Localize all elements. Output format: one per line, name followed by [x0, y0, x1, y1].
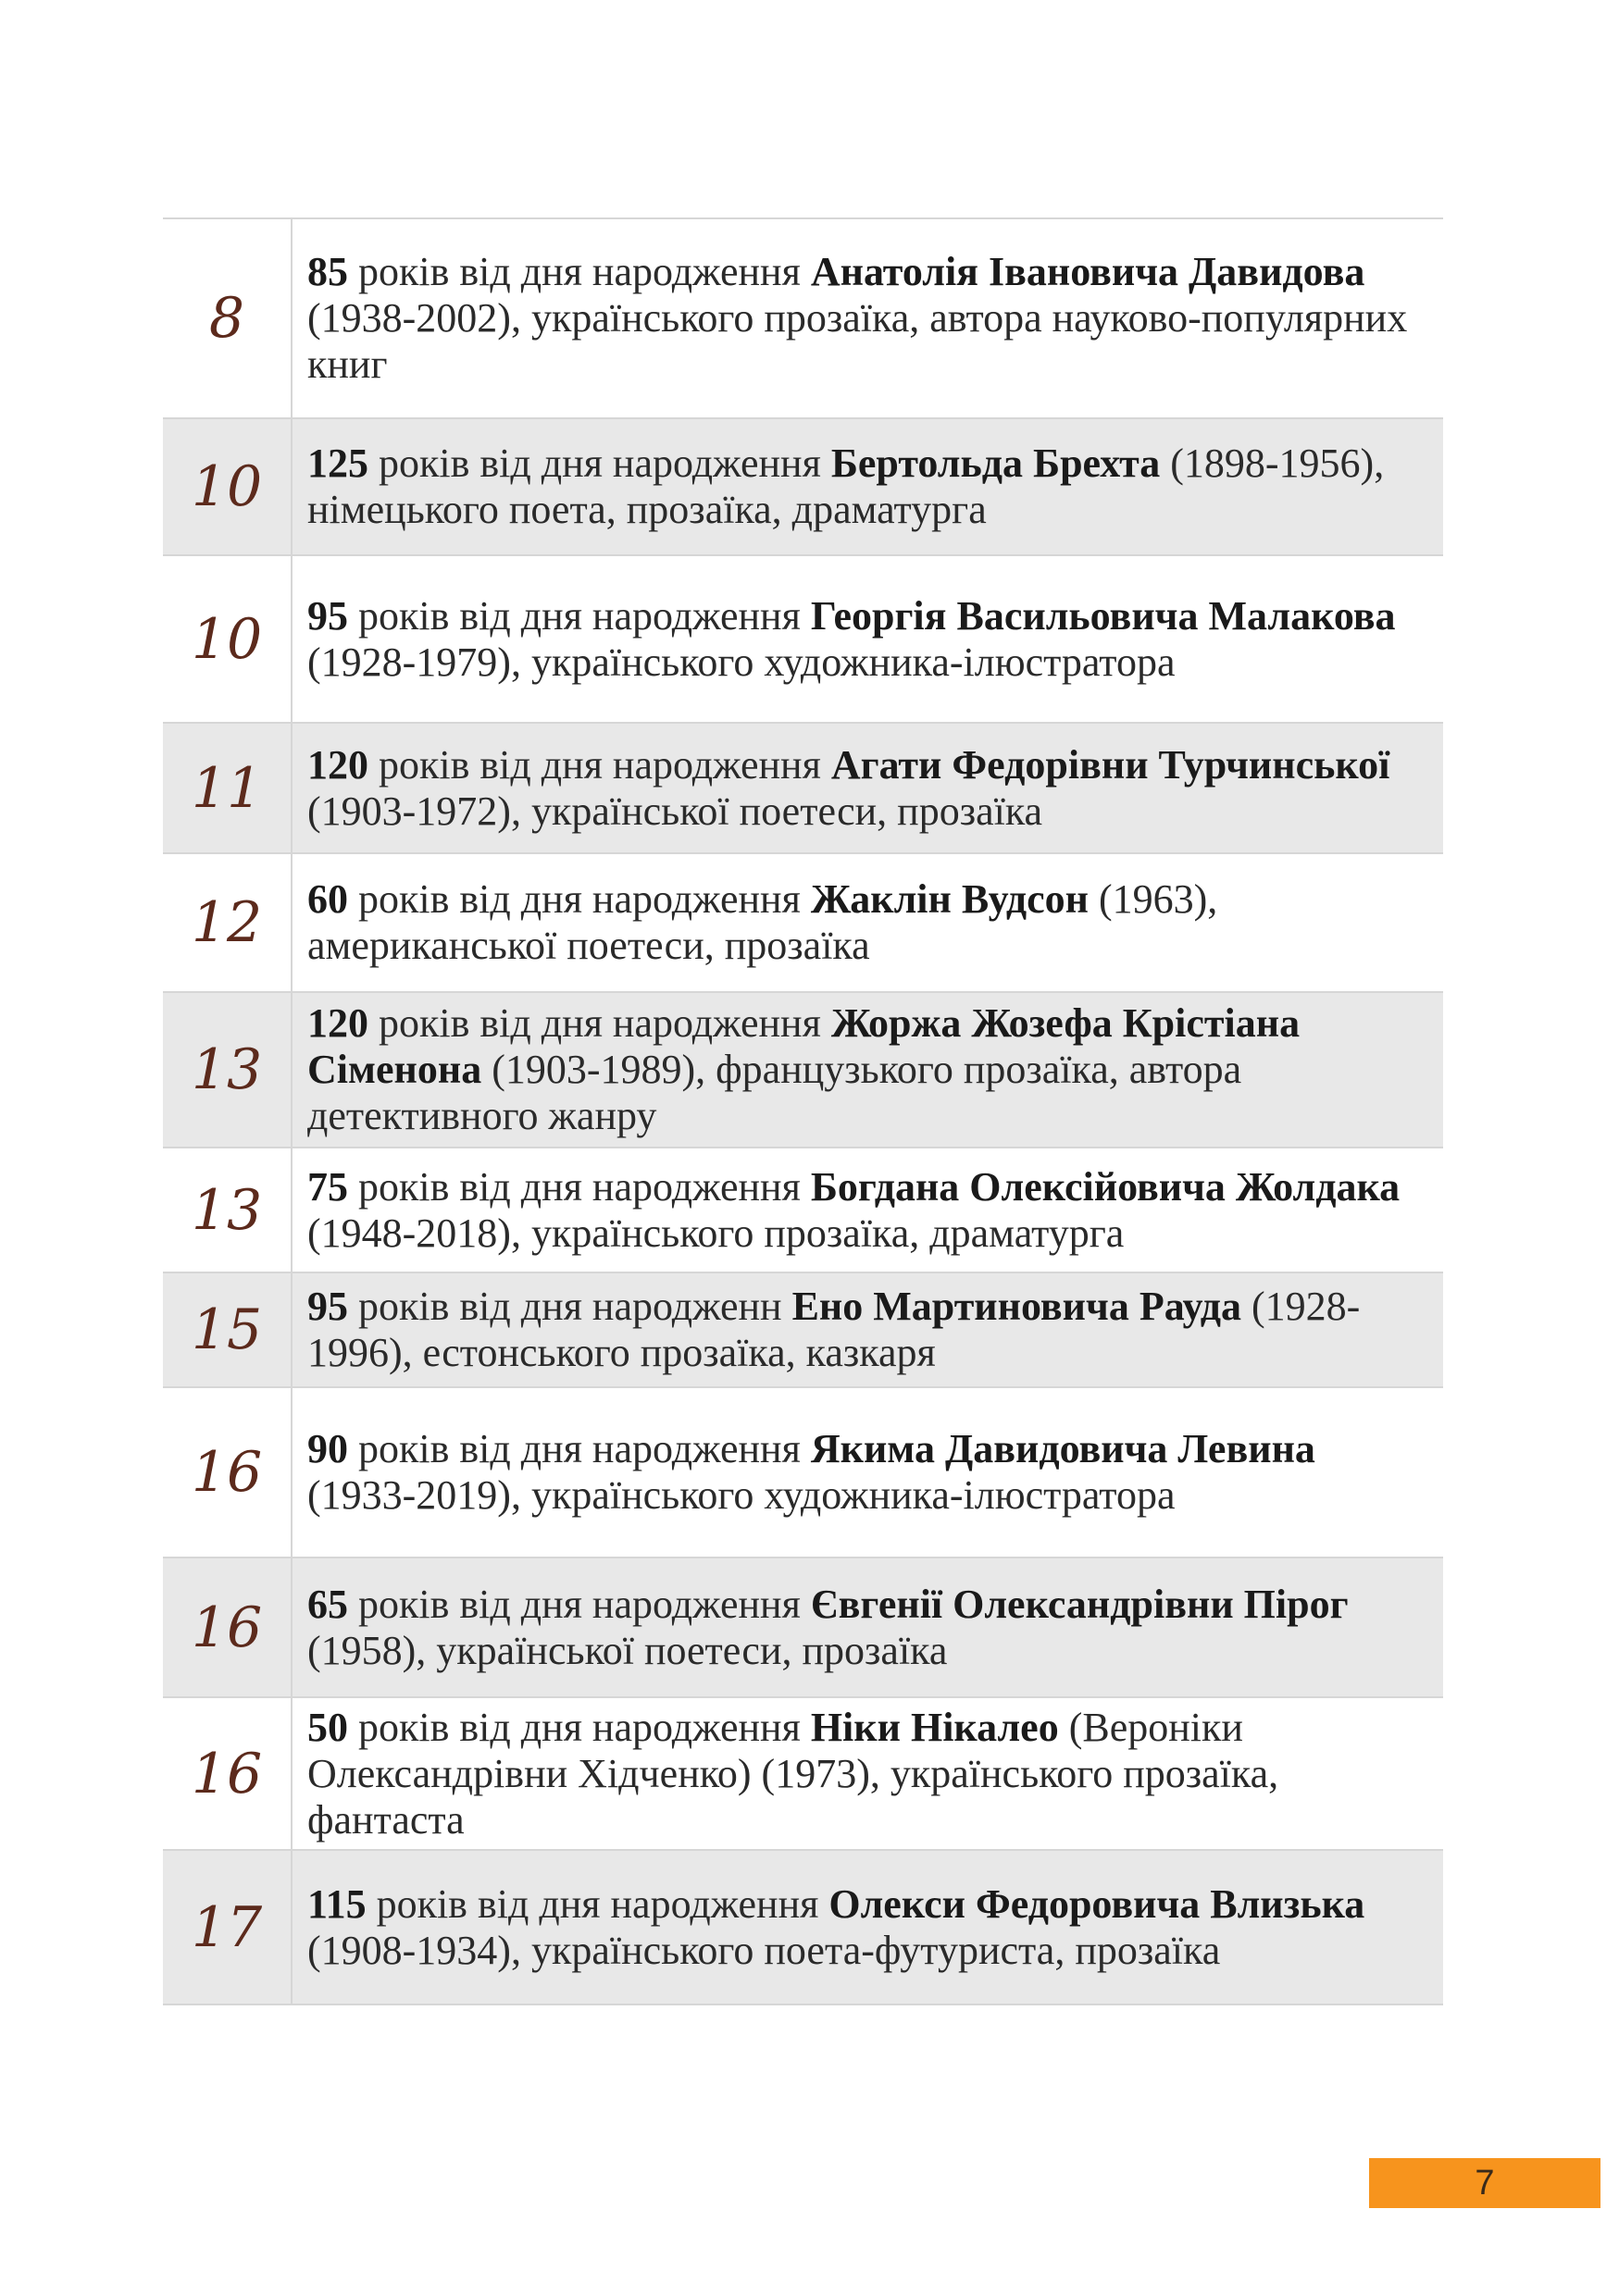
- table-row: [163, 219, 1443, 419]
- date-cell: 10: [163, 419, 293, 554]
- table-row: [163, 556, 1443, 724]
- table-row: [163, 1558, 1443, 1698]
- event-text: років від дня народження: [348, 1581, 811, 1627]
- table-row: [163, 993, 1443, 1148]
- date-cell: 16: [163, 1388, 293, 1557]
- event-text: років від дня народження: [348, 592, 811, 639]
- event-cell: [293, 854, 1443, 991]
- person-details: (1908-1934), українського поета-футуриста, прозаїка: [307, 1927, 1221, 1973]
- table-row: [163, 1273, 1443, 1388]
- event-cell: [293, 724, 1443, 852]
- anniversary-years: 50: [307, 1704, 348, 1750]
- person-name: Жоржа Жозефа Крістіана Сіменона: [307, 1000, 1301, 1092]
- person-name: Жаклін Вудсон: [810, 876, 1089, 922]
- anniversary-years: 95: [307, 592, 348, 639]
- anniversary-years: 85: [307, 249, 348, 294]
- date-cell: 11: [163, 724, 293, 852]
- date-cell: 10: [163, 556, 293, 722]
- date-cell: 16: [163, 1558, 293, 1696]
- event-cell: [293, 1148, 1443, 1272]
- table-row: [163, 1148, 1443, 1273]
- event-text: років від дня народження: [368, 741, 831, 788]
- anniversary-years: 90: [307, 1426, 348, 1471]
- calendar-table: [163, 217, 1443, 2005]
- event-cell: [293, 219, 1443, 417]
- anniversary-years: 125: [307, 441, 368, 486]
- event-cell: [293, 1851, 1443, 2004]
- event-text: років від дня народження: [348, 1426, 811, 1471]
- person-details: (1898-1956), німецького поета, прозаїка, драматурга: [307, 441, 1385, 532]
- event-text: років від дня народження: [348, 249, 811, 294]
- table-row: [163, 1851, 1443, 2005]
- date-cell: 17: [163, 1851, 293, 2004]
- anniversary-years: 95: [307, 1284, 348, 1329]
- event-text: років від дня народження: [348, 876, 811, 922]
- event-cell: [293, 1558, 1443, 1696]
- person-name: Анатолія Івановича Давидова: [810, 249, 1365, 294]
- person-name: Ено Мартиновича Рауда: [791, 1284, 1241, 1329]
- person-details: (1933-2019), українського художника-ілюстратора: [307, 1472, 1176, 1518]
- date-cell: 16: [163, 1698, 293, 1849]
- person-details: (1928-1979), українського художника-ілюстратора: [307, 639, 1176, 685]
- event-cell: [293, 993, 1443, 1147]
- anniversary-years: 65: [307, 1581, 348, 1627]
- person-details: (1958), української поетеси, прозаїка: [307, 1627, 948, 1673]
- person-details: (1903-1972), української поетеси, прозаїка: [307, 788, 1043, 834]
- anniversary-years: 115: [307, 1880, 367, 1927]
- event-text: років від дня народження: [348, 1704, 811, 1750]
- date-cell: 12: [163, 854, 293, 991]
- person-name: Агати Федорівни Турчинської: [830, 741, 1390, 788]
- date-cell: 8: [163, 219, 293, 417]
- person-name: Богдана Олексійовича Жолдака: [810, 1163, 1401, 1210]
- event-cell: [293, 1698, 1443, 1849]
- anniversary-years: 60: [307, 876, 348, 922]
- person-name: Ніки Нікалео: [810, 1704, 1059, 1750]
- date-cell: 15: [163, 1273, 293, 1386]
- person-details: (1928-1996), естонського прозаїка, казкаря: [307, 1284, 1361, 1375]
- event-cell: [293, 419, 1443, 554]
- event-cell: [293, 1388, 1443, 1557]
- table-row: [163, 419, 1443, 556]
- date-cell: 13: [163, 993, 293, 1147]
- event-text: років від дня народження: [368, 1000, 831, 1046]
- date-cell: 13: [163, 1148, 293, 1272]
- person-name: Бертольда Брехта: [830, 441, 1161, 486]
- page-number: 7: [1369, 2158, 1600, 2208]
- event-text: років від дня народження: [368, 441, 831, 486]
- table-row: [163, 1698, 1443, 1851]
- anniversary-years: 120: [307, 741, 368, 788]
- person-details: (1938-2002), українського прозаїка, автора науково-популярних книг: [307, 295, 1408, 387]
- person-name: Якима Давидовича Левина: [810, 1426, 1315, 1471]
- person-details: (1963), американської поетеси, прозаїка: [307, 876, 1218, 968]
- table-row: [163, 724, 1443, 854]
- event-text: років від дня народженн: [348, 1284, 792, 1329]
- person-name: Олекси Федоровича Влизька: [828, 1880, 1365, 1927]
- event-cell: [293, 1273, 1443, 1386]
- anniversary-years: 75: [307, 1163, 348, 1210]
- anniversary-years: 120: [307, 1000, 368, 1046]
- person-details: (Вероніки Олександрівни Хідченко) (1973), українського прозаїка, фантаста: [307, 1704, 1279, 1843]
- event-text: років від дня народження: [348, 1163, 811, 1210]
- person-details: (1948-2018), українського прозаїка, драматурга: [307, 1210, 1125, 1256]
- event-cell: [293, 556, 1443, 722]
- person-name: Георгія Васильовича Малакова: [810, 592, 1396, 639]
- table-row: [163, 1388, 1443, 1558]
- event-text: років від дня народження: [366, 1880, 829, 1927]
- person-details: (1903-1989), французького прозаїка, автора детективного жанру: [307, 1047, 1242, 1138]
- person-name: Євгенії Олександрівни Пірог: [810, 1581, 1349, 1627]
- table-row: [163, 854, 1443, 993]
